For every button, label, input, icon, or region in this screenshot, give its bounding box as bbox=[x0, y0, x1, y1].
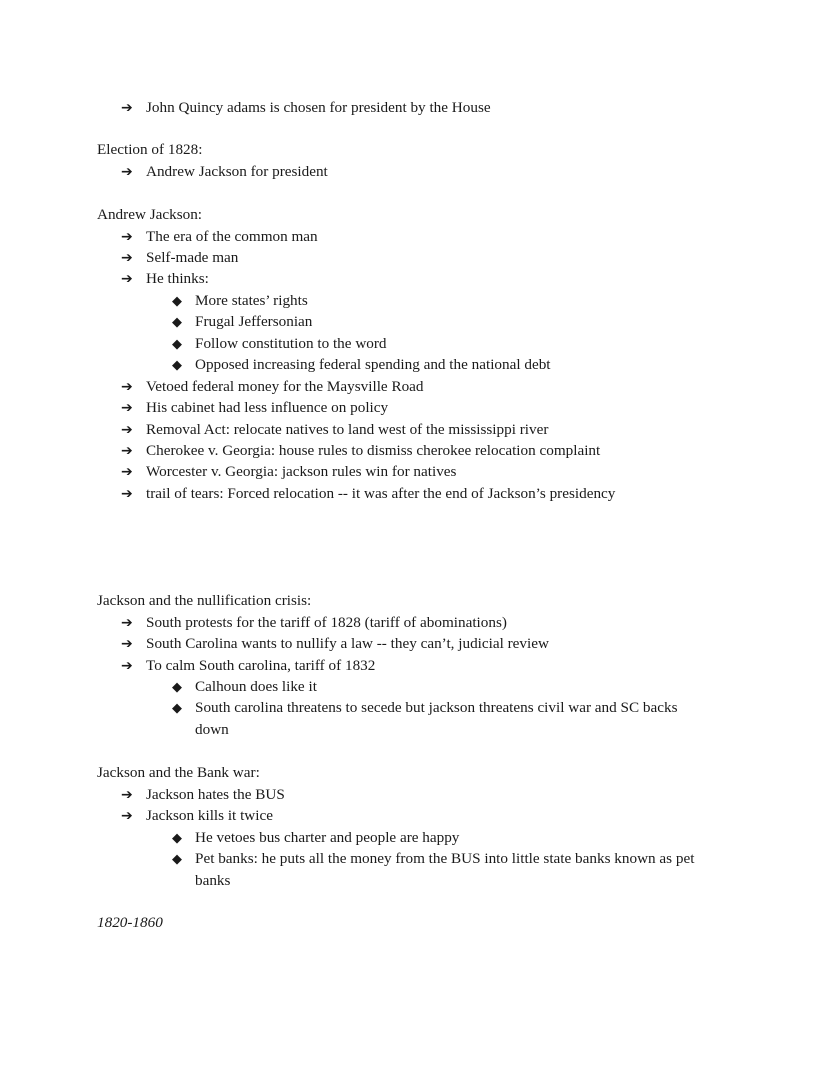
arrow-right-icon: ➔ bbox=[121, 615, 133, 631]
list-item: ➔ Vetoed federal money for the Maysville Road bbox=[121, 376, 424, 398]
sub-list-item: ◆ Frugal Jeffersonian bbox=[172, 311, 312, 333]
sub-list-item: ◆ Opposed increasing federal spending and the national debt bbox=[172, 354, 551, 376]
sub-list-item: ◆ More states’ rights bbox=[172, 290, 308, 312]
sub-list-item-continuation: down bbox=[195, 721, 229, 738]
section-heading-bank-war: Jackson and the Bank war: bbox=[97, 764, 260, 781]
diamond-bullet-icon: ◆ bbox=[172, 315, 182, 330]
arrow-right-icon: ➔ bbox=[121, 379, 133, 395]
arrow-right-icon: ➔ bbox=[121, 636, 133, 652]
sub-list-item: ◆ South carolina threatens to secede but jackson threatens civil war and SC backs bbox=[172, 697, 677, 719]
arrow-right-icon: ➔ bbox=[121, 658, 133, 674]
diamond-bullet-icon: ◆ bbox=[172, 294, 182, 309]
section-heading-jackson: Andrew Jackson: bbox=[97, 206, 203, 223]
sub-list-item: ◆ Calhoun does like it bbox=[172, 676, 317, 698]
diamond-bullet-icon: ◆ bbox=[172, 701, 182, 716]
date-range: 1820-1860 bbox=[97, 914, 163, 931]
arrow-right-icon: ➔ bbox=[121, 464, 133, 480]
section-heading-election: Election of 1828: bbox=[97, 141, 203, 158]
arrow-right-icon: ➔ bbox=[121, 271, 133, 287]
arrow-right-icon: ➔ bbox=[121, 808, 133, 824]
list-item: ➔ Self-made man bbox=[121, 247, 238, 269]
list-item: ➔ The era of the common man bbox=[121, 226, 318, 248]
list-item: ➔ Jackson hates the BUS bbox=[121, 784, 285, 806]
list-item: ➔ Removal Act: relocate natives to land west of the mississippi river bbox=[121, 419, 548, 441]
list-item: ➔ John Quincy adams is chosen for president by the House bbox=[121, 97, 491, 119]
list-item: ➔ To calm South carolina, tariff of 1832 bbox=[121, 655, 375, 677]
list-item: ➔ His cabinet had less influence on policy bbox=[121, 397, 388, 419]
sub-list-item: ◆ Pet banks: he puts all the money from the BUS into little state banks known as pet bbox=[172, 848, 694, 870]
arrow-right-icon: ➔ bbox=[121, 164, 133, 180]
diamond-bullet-icon: ◆ bbox=[172, 680, 182, 695]
diamond-bullet-icon: ◆ bbox=[172, 358, 182, 373]
sub-list-item: ◆ He vetoes bus charter and people are happy bbox=[172, 827, 459, 849]
list-item: ➔ South protests for the tariff of 1828 (tariff of abominations) bbox=[121, 612, 507, 634]
list-item: ➔ South Carolina wants to nullify a law -- they can’t, judicial review bbox=[121, 633, 549, 655]
arrow-right-icon: ➔ bbox=[121, 229, 133, 245]
diamond-bullet-icon: ◆ bbox=[172, 831, 182, 846]
arrow-right-icon: ➔ bbox=[121, 250, 133, 266]
arrow-right-icon: ➔ bbox=[121, 787, 133, 803]
list-item: ➔ trail of tears: Forced relocation -- it was after the end of Jackson’s presidency bbox=[121, 483, 615, 505]
list-item: ➔ Worcester v. Georgia: jackson rules win for natives bbox=[121, 461, 456, 483]
diamond-bullet-icon: ◆ bbox=[172, 337, 182, 352]
list-item: ➔ Jackson kills it twice bbox=[121, 805, 273, 827]
arrow-right-icon: ➔ bbox=[121, 400, 133, 416]
list-item: ➔ Cherokee v. Georgia: house rules to dismiss cherokee relocation complaint bbox=[121, 440, 600, 462]
diamond-bullet-icon: ◆ bbox=[172, 852, 182, 867]
arrow-right-icon: ➔ bbox=[121, 100, 133, 116]
sub-list-item-continuation: banks bbox=[195, 872, 231, 889]
section-heading-nullification: Jackson and the nullification crisis: bbox=[97, 592, 312, 609]
sub-list-item: ◆ Follow constitution to the word bbox=[172, 333, 387, 355]
list-item: ➔ Andrew Jackson for president bbox=[121, 161, 328, 183]
arrow-right-icon: ➔ bbox=[121, 486, 133, 502]
arrow-right-icon: ➔ bbox=[121, 422, 133, 438]
arrow-right-icon: ➔ bbox=[121, 443, 133, 459]
list-item: ➔ He thinks: bbox=[121, 268, 209, 290]
